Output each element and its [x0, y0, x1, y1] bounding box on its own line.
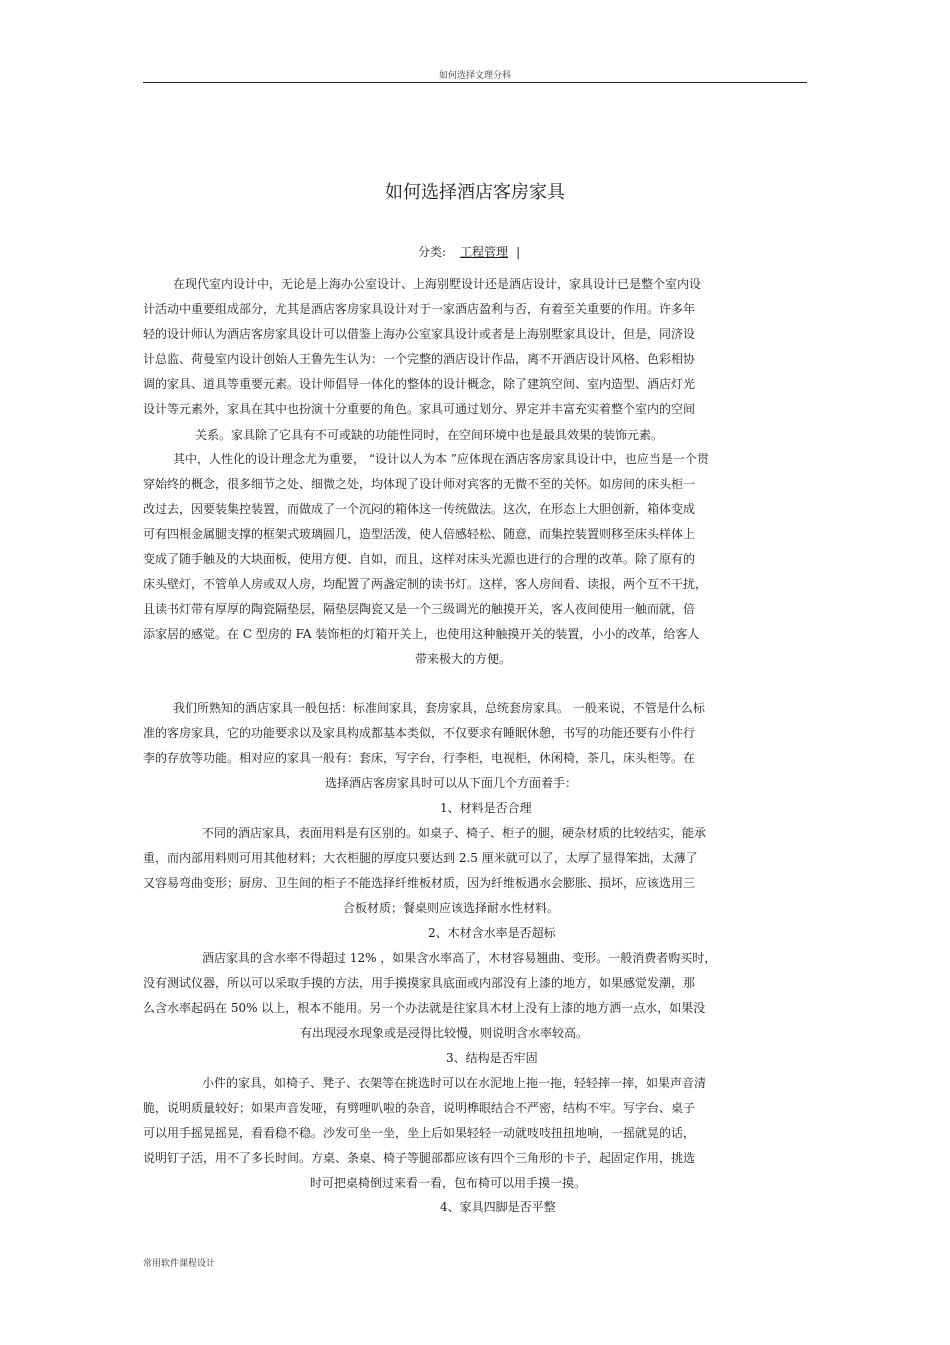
paragraph-line: 不同的酒店家具，表面用料是有区别的。如桌子、椅子、柜子的腿，硬杂材质的比较结实，能承 — [202, 826, 707, 840]
paragraph-line: 其中，人性化的设计理念尤为重要， “设计以人为本 ”应体现在酒店客房家具设计中，也应当是一个贯 — [173, 452, 709, 466]
paragraph-line: 合板材质；餐桌则应该选择耐水性材料。 — [343, 901, 560, 915]
paragraph-line: 在现代室内设计中，无论是上海办公室设计、上海别墅设计还是酒店设计，家具设计已是整个室内设 — [173, 277, 702, 291]
paragraph-line: 且读书灯带有厚厚的陶瓷隔垫层，隔垫层陶瓷又是一个三级调光的触摸开关，客人夜间使用一触而就，倍 — [143, 602, 696, 616]
paragraph-line: 添家居的感觉。在 C 型房的 FA 装饰柜的灯箱开关上，也使用这种触摸开关的装置，小小的改革，给客人 — [143, 627, 700, 641]
paragraph-line: 重，而内部用料则可用其他材料；大衣柜腿的厚度只要达到 2.5 厘米就可以了，太厚了显得笨拙，太薄了 — [143, 851, 698, 865]
category-label: 分类: — [418, 245, 447, 259]
section-heading: 3、结构是否牢固 — [446, 1051, 538, 1065]
paragraph-line: 李的存放等功能。相对应的家具一般有：套床，写字台，行李柜，电视柜，休闲椅，茶几，床头柜等。在 — [143, 751, 696, 765]
paragraph-line: 我们所熟知的酒店家具一般包括：标准间家具，套房家具，总统套房家具。 一般来说，不管是什么标 — [173, 701, 705, 715]
paragraph-line: 又容易弯曲变形；厨房、卫生间的柜子不能选择纤维板材质，因为纤维板遇水会膨胀、损坏，应该选用三 — [143, 876, 696, 890]
category-line — [418, 243, 520, 260]
paragraph-line: 改过去，因要装集控装置，而做成了一个沉闷的箱体这一传统做法。这次，在形态上大胆创新，箱体变成 — [143, 502, 696, 516]
paragraph-line: 带来极大的方便。 — [415, 652, 512, 666]
category-link[interactable]: 工程管理 — [460, 245, 509, 259]
paragraph-line: 关系。家具除了它具有不可或缺的功能性同时，在空间环境中也是最具效果的装饰元素。 — [195, 428, 664, 442]
paragraph-line: 可以用手摇晃摇晃，看看稳不稳。沙发可坐一坐，坐上后如果轻轻一动就吱吱扭扭地响，一摇就晃的话， — [143, 1126, 696, 1140]
paragraph-line: 计总监、荷曼室内设计创始人王鲁先生认为：一个完整的酒店设计作品，离不开酒店设计风格、色彩相协 — [143, 352, 696, 366]
category-separator: | — [516, 245, 521, 259]
section-heading: 4、家具四脚是否平整 — [440, 1200, 556, 1214]
paragraph-line: 选择酒店客房家具时可以从下面几个方面着手： — [325, 776, 578, 790]
paragraph-line: 时可把桌椅倒过来看一看，包布椅可以用手摸一摸。 — [310, 1176, 587, 1190]
paragraph-line: 调的家具、道具等重要元素。设计师倡导一体化的整体的设计概念，除了建筑空间、室内造型、酒店灯光 — [143, 377, 696, 391]
running-footer: 常用软件课程设计 — [143, 1259, 216, 1269]
paragraph-line: 穿始终的概念，很多细节之处、细微之处，均体现了设计师对宾客的无微不至的关怀。如房间的床头柜一 — [143, 477, 696, 491]
running-header: 如何选择文理分科 — [438, 71, 511, 81]
paragraph-line: 可有四根金属腿支撑的框架式玻璃圆几，造型活泼，使人倍感轻松、随意，而集控装置则移至床头样体上 — [143, 527, 696, 541]
paragraph-line: 变成了随手触及的大块面板，使用方便、自如，而且，这样对床头光源也进行的合理的改革。除了原有的 — [143, 552, 696, 566]
paragraph-line: 说明钉子活，用不了多长时间。方桌、条桌、椅子等腿部都应该有四个三角形的卡子，起固定作用，挑选 — [143, 1151, 696, 1165]
paragraph-line: 酒店家具的含水率不得超过 12% ，如果含水率高了，木材容易翘曲、变形。一般消费者购买时， — [202, 951, 717, 965]
header-rule — [143, 82, 807, 83]
paragraph-line: 没有测试仪器，所以可以采取手摸的方法，用手摸摸家具底面或内部没有上漆的地方，如果感觉发潮，那 — [143, 976, 696, 990]
paragraph-line: 么含水率起码在 50% 以上，根本不能用。另一个办法就是往家具木材上没有上漆的地方洒一点水，如果没 — [143, 1001, 706, 1015]
page-title: 如何选择酒店客房家具 — [385, 182, 565, 203]
paragraph-line: 准的客房家具，它的功能要求以及家具构成都基本类似，不仅要求有睡眠休憩，书写的功能还要有小件行 — [143, 726, 696, 740]
paragraph-line: 轻的设计师认为酒店客房家具设计可以借鉴上海办公室家具设计或者是上海别墅家具设计，但是，同济设 — [143, 327, 696, 341]
paragraph-line: 计活动中重要组成部分，尤其是酒店客房家具设计对于一家酒店盈利与否，有着至关重要的作用。许多年 — [143, 302, 696, 316]
paragraph-line: 脆，说明质量较好；如果声音发哑，有劈哩叭啦的杂音，说明榫眼结合不严密，结构不牢。写字台、桌子 — [143, 1101, 696, 1115]
section-heading: 2、木材含水率是否超标 — [428, 926, 556, 940]
section-heading: 1、材料是否合理 — [440, 801, 532, 815]
paragraph-line: 设计等元素外，家具在其中也扮演十分重要的角色。家具可通过划分、界定并丰富充实着整个室内的空间 — [143, 402, 696, 416]
paragraph-line: 小件的家具，如椅子、凳子、衣架等在挑选时可以在水泥地上拖一拖，轻轻摔一摔，如果声音清 — [202, 1076, 707, 1090]
paragraph-line: 床头壁灯，不管单人房或双人房，均配置了两盏定制的读书灯。这样，客人房间看、读报，两个互不干扰， — [143, 577, 708, 591]
paragraph-line: 有出现浸水现象或是浸得比较慢，则说明含水率较高。 — [300, 1026, 589, 1040]
